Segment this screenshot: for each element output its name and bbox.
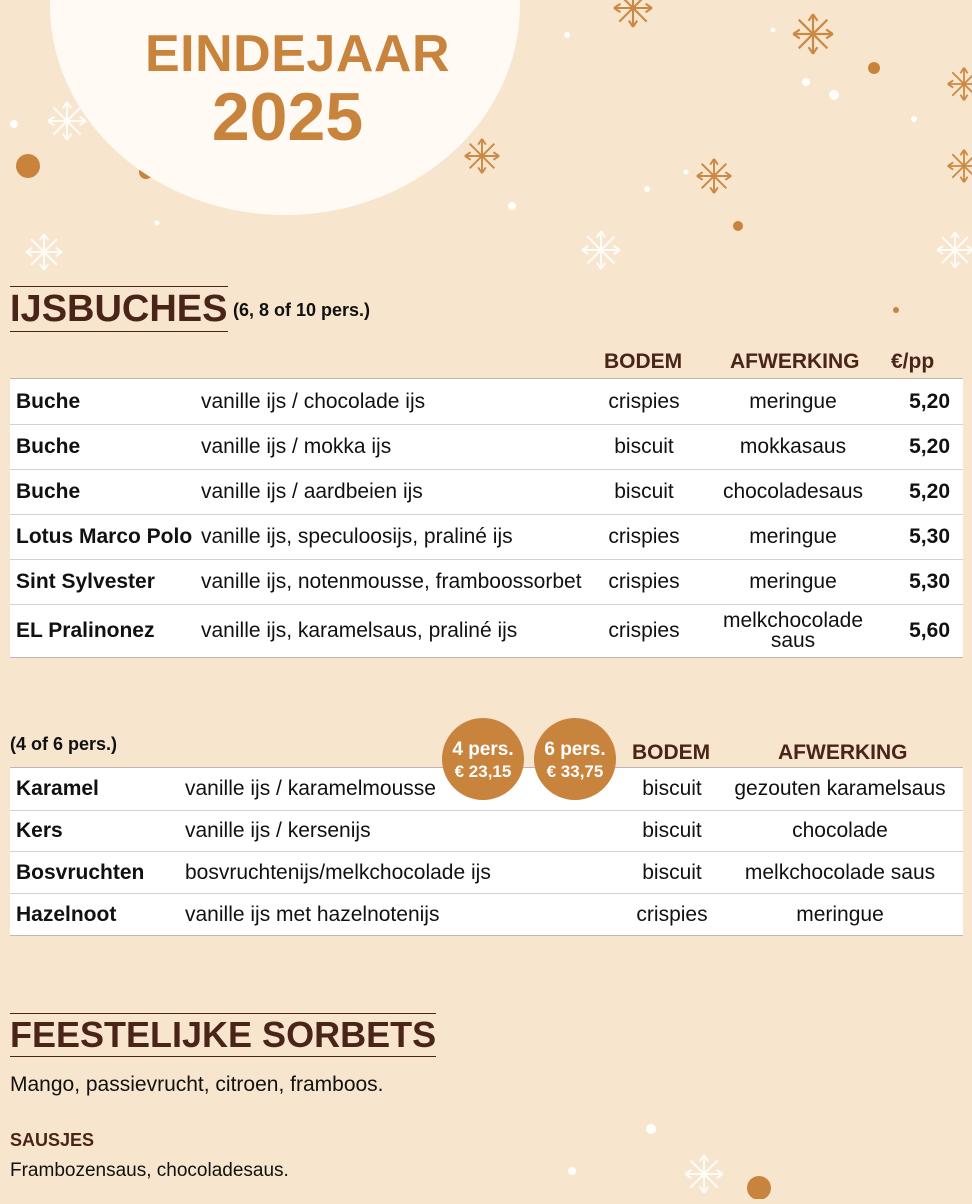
table-row xyxy=(10,514,963,559)
product-description: vanille ijs, speculoosijs, praliné ijs xyxy=(201,525,513,548)
product-afwerking: mokkasaus xyxy=(739,435,847,458)
product-name: Hazelnoot xyxy=(16,902,117,926)
section-note-ijsbuches: (6, 8 of 10 pers.) xyxy=(233,300,371,320)
product-price: 5,30 xyxy=(909,525,950,548)
table-row xyxy=(10,469,963,514)
product-bodem: crispies xyxy=(608,619,680,642)
section-title-sausjes: SAUSJES xyxy=(10,1130,95,1150)
product-description: vanille ijs, notenmousse, framboossorbet xyxy=(201,570,582,593)
product-bodem: crispies xyxy=(608,389,680,413)
column-header-price: €/pp xyxy=(891,350,935,373)
product-bodem: crispies xyxy=(636,902,708,926)
product-afwerking: meringue xyxy=(749,525,837,548)
table-row xyxy=(10,424,963,469)
product-description: vanille ijs / aardbeien ijs xyxy=(201,480,423,503)
badge-persons: 6 pers. xyxy=(544,738,606,760)
table-row xyxy=(10,559,963,604)
product-name: Buche xyxy=(16,435,81,458)
product-afwerking-line2: saus xyxy=(770,629,816,652)
sorbets-text: Mango, passievrucht, citroen, framboos. xyxy=(10,1073,384,1096)
product-name: Buche xyxy=(16,389,81,413)
product-afwerking: chocolade xyxy=(792,819,888,842)
sausjes-text: Frambozensaus, chocoladesaus. xyxy=(10,1160,289,1181)
product-bodem: biscuit xyxy=(642,777,702,800)
product-bodem: biscuit xyxy=(614,480,674,503)
product-description: vanille ijs, karamelsaus, praliné ijs xyxy=(201,619,518,642)
ijsbuches-table xyxy=(10,378,963,658)
product-description: bosvruchtenijs/melkchocolade ijs xyxy=(185,860,491,884)
product-name: Kers xyxy=(16,819,63,842)
product-afwerking-line1: melkchocolade xyxy=(722,609,864,633)
column-header-afwerking: AFWERKING xyxy=(778,741,908,764)
badge-price: € 23,15 xyxy=(454,761,512,781)
product-description: vanille ijs met hazelnotenijs xyxy=(185,902,440,926)
price-badge-6-pers xyxy=(534,718,616,800)
product-afwerking: gezouten karamelsaus xyxy=(734,777,946,800)
column-header-bodem: BODEM xyxy=(632,741,711,764)
table-row xyxy=(10,851,963,893)
product-bodem: biscuit xyxy=(614,435,674,458)
product-bodem: crispies xyxy=(608,570,680,593)
product-description: vanille ijs / mokka ijs xyxy=(201,435,392,458)
hero-title xyxy=(145,25,450,155)
table-row xyxy=(10,893,963,935)
product-price: 5,20 xyxy=(909,389,950,413)
product-afwerking xyxy=(723,611,863,651)
product-afwerking: meringue xyxy=(796,902,884,926)
table-row xyxy=(10,810,963,851)
product-bodem: biscuit xyxy=(642,819,702,842)
product-name: Lotus Marco Polo xyxy=(16,525,193,548)
price-badge-4-pers xyxy=(442,718,524,800)
title-top: EINDEJAAR xyxy=(145,25,450,83)
badge-price: € 33,75 xyxy=(546,761,604,781)
product-price: 5,60 xyxy=(909,619,950,642)
product-description: vanille ijs / kersenijs xyxy=(185,819,371,842)
product-bodem: crispies xyxy=(608,525,680,548)
product-afwerking: chocoladesaus xyxy=(722,480,864,503)
product-description: vanille ijs / chocolade ijs xyxy=(201,389,426,413)
product-name: Buche xyxy=(16,480,81,503)
product-afwerking: melkchocolade saus xyxy=(744,860,936,884)
product-name: Bosvruchten xyxy=(16,860,145,884)
product-afwerking: meringue xyxy=(749,389,837,413)
section-note-small-buches: (4 of 6 pers.) xyxy=(10,734,118,754)
section-title-ijsbuches: IJSBUCHES xyxy=(10,288,228,330)
section-title-sorbets: FEESTELIJKE SORBETS xyxy=(10,1014,437,1055)
product-name: Karamel xyxy=(16,777,99,800)
product-description: vanille ijs / karamelmousse xyxy=(185,777,436,800)
product-price: 5,20 xyxy=(909,435,950,458)
table-row xyxy=(10,604,963,657)
column-header-bodem: BODEM xyxy=(604,350,683,373)
table-row xyxy=(10,379,963,424)
product-price: 5,30 xyxy=(909,570,950,593)
product-price: 5,20 xyxy=(909,480,950,503)
badge-persons: 4 pers. xyxy=(452,738,514,760)
title-year: 2025 xyxy=(211,79,364,155)
product-name: EL Pralinonez xyxy=(16,619,155,642)
product-name: Sint Sylvester xyxy=(16,570,155,593)
column-header-afwerking: AFWERKING xyxy=(730,350,860,373)
product-bodem: biscuit xyxy=(642,860,702,884)
product-afwerking: meringue xyxy=(749,570,837,593)
